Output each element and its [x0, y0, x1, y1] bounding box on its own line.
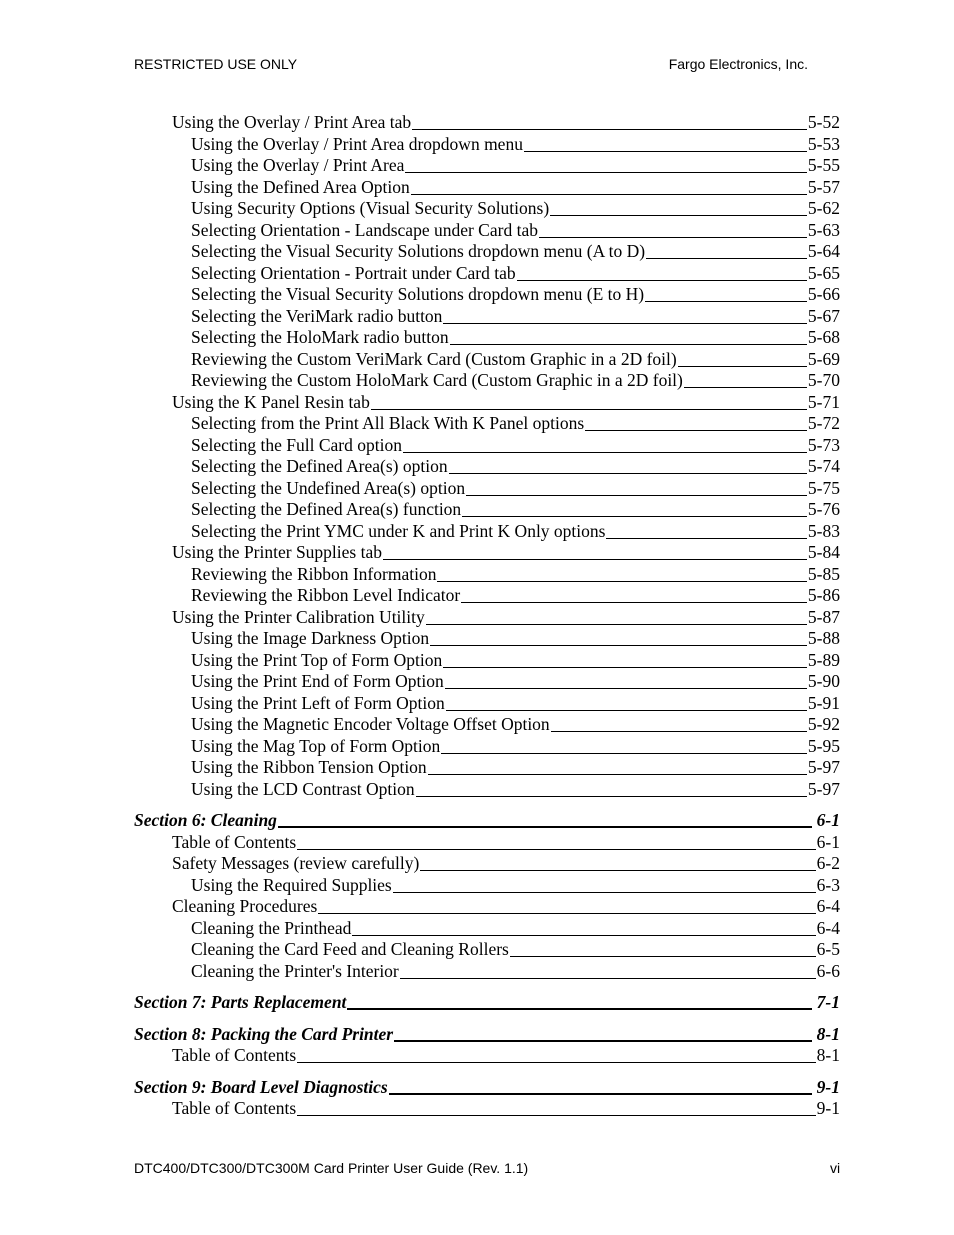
toc-entry-page: 5-72	[807, 413, 840, 433]
running-header-left: RESTRICTED USE ONLY	[134, 56, 298, 72]
toc-entry-page: 6-4	[816, 917, 840, 938]
toc-leader-line	[437, 581, 806, 582]
toc-entry[interactable]	[134, 757, 840, 779]
toc-entry-title: Safety Messages (review carefully)	[172, 853, 420, 873]
running-header-right: Fargo Electronics, Inc.	[668, 56, 808, 72]
toc-entry[interactable]	[134, 155, 840, 177]
toc-entry[interactable]	[134, 392, 840, 414]
toc-entry-page: 7-1	[816, 992, 840, 1012]
toc-entry-page: 5-73	[807, 434, 840, 455]
toc-entry-page: 8-1	[816, 1045, 840, 1065]
toc-entry-page: 6-4	[816, 896, 840, 916]
toc-entry-page: 5-74	[807, 456, 840, 476]
toc-entry-page: 5-64	[807, 241, 840, 261]
toc-leader-line	[550, 215, 807, 216]
toc-leader-line	[371, 409, 807, 410]
toc-entry-title: Using the Image Darkness Option	[191, 628, 430, 648]
toc-entry-page: 5-90	[807, 671, 840, 691]
toc-entry-title: Using the Required Supplies	[191, 874, 392, 895]
toc-leader-line	[585, 430, 807, 431]
toc-entry-title: Using the Defined Area Option	[191, 176, 410, 197]
toc-entry[interactable]	[134, 939, 840, 961]
toc-entry-title: Section 8: Packing the Card Printer	[134, 1023, 394, 1044]
toc-leader-line	[551, 731, 807, 732]
toc-entry-page: 6-3	[816, 874, 840, 895]
toc-entry[interactable]	[134, 177, 840, 199]
table-of-contents	[134, 112, 840, 1120]
toc-entry-title: Using the K Panel Resin tab	[172, 391, 370, 412]
toc-entry-title: Using the Overlay / Print Area dropdown menu	[191, 133, 523, 154]
toc-entry-page: 5-88	[807, 628, 840, 648]
toc-leader-line	[347, 1008, 811, 1010]
toc-leader-line	[684, 387, 807, 388]
toc-entry[interactable]	[134, 349, 840, 371]
toc-entry[interactable]	[134, 585, 840, 607]
toc-entry-page: 6-1	[816, 831, 840, 852]
toc-entry-title: Reviewing the Custom VeriMark Card (Custom Graphic in a 2D foil)	[191, 348, 677, 369]
toc-leader-line	[297, 1062, 816, 1063]
toc-entry-title: Using the Printer Supplies tab	[172, 542, 382, 562]
toc-entry[interactable]	[134, 779, 840, 801]
toc-entry[interactable]	[134, 456, 840, 478]
toc-section-entry[interactable]	[134, 1077, 840, 1099]
toc-entry-page: 5-83	[807, 520, 840, 541]
toc-entry-title: Using the Printer Calibration Utility	[172, 606, 425, 627]
toc-entry[interactable]	[134, 263, 840, 285]
toc-entry[interactable]	[134, 1045, 840, 1067]
toc-leader-line	[400, 978, 816, 979]
toc-entry[interactable]	[134, 671, 840, 693]
toc-entry[interactable]	[134, 693, 840, 715]
toc-leader-line	[412, 129, 807, 130]
toc-entry-title: Reviewing the Custom HoloMark Card (Custom Graphic in a 2D foil)	[191, 370, 683, 390]
toc-leader-line	[389, 1093, 812, 1095]
toc-entry-page: 6-5	[816, 939, 840, 959]
toc-entry[interactable]	[134, 650, 840, 672]
toc-entry-page: 5-69	[807, 348, 840, 369]
toc-leader-line	[678, 366, 807, 367]
toc-entry-title: Selecting the Undefined Area(s) option	[191, 477, 466, 498]
toc-entry[interactable]	[134, 961, 840, 983]
toc-entry-title: Selecting the Defined Area(s) option	[191, 456, 448, 476]
toc-leader-line	[393, 892, 816, 893]
toc-entry[interactable]	[134, 542, 840, 564]
toc-section-entry[interactable]	[134, 992, 840, 1014]
toc-entry-title: Using the Overlay / Print Area tab	[172, 112, 412, 132]
toc-entry[interactable]	[134, 853, 840, 875]
toc-entry-page: 5-84	[807, 542, 840, 562]
toc-leader-line	[445, 688, 807, 689]
toc-leader-line	[411, 194, 807, 195]
toc-entry-page: 5-97	[807, 778, 840, 799]
toc-entry[interactable]	[134, 370, 840, 392]
toc-entry-title: Cleaning the Printhead	[191, 917, 352, 938]
toc-entry[interactable]	[134, 736, 840, 758]
toc-entry-page: 5-53	[807, 133, 840, 154]
toc-entry-page: 5-75	[807, 477, 840, 498]
toc-entry-page: 5-76	[807, 499, 840, 519]
toc-entry-title: Reviewing the Ribbon Information	[191, 563, 437, 584]
toc-leader-line	[428, 774, 807, 775]
toc-entry-page: 5-62	[807, 198, 840, 218]
toc-entry-page: 6-6	[816, 960, 840, 981]
toc-leader-line	[517, 280, 807, 281]
toc-leader-line	[461, 602, 807, 603]
running-footer-left: DTC400/DTC300/DTC300M Card Printer User Guide (Rev. 1.1)	[134, 1160, 529, 1176]
toc-entry-title: Using the Mag Top of Form Option	[191, 735, 441, 756]
toc-entry-title: Section 6: Cleaning	[134, 810, 277, 830]
toc-entry-page: 5-71	[807, 391, 840, 412]
toc-entry-title: Selecting the HoloMark radio button	[191, 327, 449, 347]
toc-entry[interactable]	[134, 918, 840, 940]
toc-entry-title: Cleaning the Printer's Interior	[191, 960, 399, 981]
toc-entry[interactable]	[134, 220, 840, 242]
toc-entry-title: Selecting the Visual Security Solutions dropdown menu (E to H)	[191, 284, 645, 304]
toc-entry-title: Selecting Orientation - Landscape under Card tab	[191, 219, 538, 240]
toc-entry-page: 5-92	[807, 714, 840, 734]
toc-entry-title: Table of Contents	[172, 1045, 297, 1065]
toc-entry[interactable]	[134, 896, 840, 918]
toc-entry-page: 5-85	[807, 563, 840, 584]
toc-section-entry[interactable]	[134, 810, 840, 832]
toc-entry-title: Table of Contents	[172, 831, 297, 852]
toc-leader-line	[524, 151, 807, 152]
toc-leader-line	[403, 452, 807, 453]
toc-entry[interactable]	[134, 714, 840, 736]
toc-leader-line	[318, 913, 815, 914]
toc-entry[interactable]	[134, 1098, 840, 1120]
toc-entry[interactable]	[134, 832, 840, 854]
toc-entry-page: 5-55	[807, 155, 840, 175]
toc-entry-page: 5-70	[807, 370, 840, 390]
toc-leader-line	[352, 935, 815, 936]
toc-leader-line	[420, 870, 815, 871]
toc-entry-title: Cleaning Procedures	[172, 896, 318, 916]
toc-leader-line	[645, 301, 807, 302]
toc-entry-title: Using the Ribbon Tension Option	[191, 757, 427, 777]
toc-entry-title: Selecting Orientation - Portrait under Card tab	[191, 262, 516, 283]
toc-entry-title: Using the LCD Contrast Option	[191, 778, 415, 799]
toc-entry-title: Using the Print Top of Form Option	[191, 649, 443, 670]
toc-entry[interactable]	[134, 628, 840, 650]
toc-entry-title: Selecting the VeriMark radio button	[191, 305, 443, 326]
toc-entry[interactable]	[134, 284, 840, 306]
toc-entry-page: 5-67	[807, 305, 840, 326]
toc-entry-title: Using Security Options (Visual Security Solutions)	[191, 198, 550, 218]
toc-entry[interactable]	[134, 112, 840, 134]
toc-leader-line	[443, 667, 807, 668]
toc-leader-line	[297, 849, 816, 850]
toc-entry-page: 5-87	[807, 606, 840, 627]
toc-entry-page: 9-1	[816, 1098, 840, 1118]
toc-leader-line	[646, 258, 807, 259]
toc-entry-title: Cleaning the Card Feed and Cleaning Rollers	[191, 939, 509, 959]
toc-entry-title: Selecting the Visual Security Solutions dropdown menu (A to D)	[191, 241, 646, 261]
toc-entry[interactable]	[134, 564, 840, 586]
toc-entry-title: Using the Print End of Form Option	[191, 671, 444, 691]
toc-entry-page: 5-86	[807, 585, 840, 605]
toc-entry-page: 5-65	[807, 262, 840, 283]
toc-entry-page: 5-57	[807, 176, 840, 197]
toc-leader-line	[539, 237, 807, 238]
toc-leader-line	[446, 710, 807, 711]
toc-entry[interactable]	[134, 521, 840, 543]
toc-entry[interactable]	[134, 435, 840, 457]
page-number: vi	[830, 1160, 841, 1176]
toc-entry[interactable]	[134, 413, 840, 435]
toc-entry-page: 5-89	[807, 649, 840, 670]
toc-leader-line	[510, 956, 816, 957]
toc-entry-page: 5-95	[807, 735, 840, 756]
toc-entry-title: Table of Contents	[172, 1098, 297, 1118]
toc-entry-title: Selecting from the Print All Black With K Panel options	[191, 413, 585, 433]
toc-entry[interactable]	[134, 134, 840, 156]
toc-entry-page: 6-2	[816, 853, 840, 873]
toc-leader-line	[278, 826, 812, 828]
toc-entry[interactable]	[134, 875, 840, 897]
toc-leader-line	[443, 323, 806, 324]
toc-entry-title: Selecting the Full Card option	[191, 434, 402, 455]
toc-leader-line	[449, 473, 807, 474]
toc-leader-line	[383, 559, 807, 560]
toc-entry[interactable]	[134, 607, 840, 629]
toc-entry[interactable]	[134, 478, 840, 500]
toc-entry[interactable]	[134, 198, 840, 220]
toc-leader-line	[405, 172, 807, 173]
toc-entry-page: 6-1	[816, 810, 840, 830]
toc-leader-line	[426, 624, 807, 625]
toc-leader-line	[606, 538, 806, 539]
toc-leader-line	[416, 796, 807, 797]
toc-entry[interactable]	[134, 499, 840, 521]
toc-entry[interactable]	[134, 327, 840, 349]
toc-entry-page: 5-97	[807, 757, 840, 777]
toc-entry-title: Reviewing the Ribbon Level Indicator	[191, 585, 461, 605]
toc-entry-title: Section 9: Board Level Diagnostics	[134, 1076, 388, 1097]
toc-leader-line	[297, 1115, 816, 1116]
toc-entry-page: 5-91	[807, 692, 840, 713]
toc-leader-line	[462, 516, 807, 517]
toc-entry-title: Selecting the Print YMC under K and Print K Only options	[191, 520, 606, 541]
toc-leader-line	[441, 753, 807, 754]
toc-leader-line	[430, 645, 807, 646]
toc-entry-title: Using the Overlay / Print Area	[191, 155, 405, 175]
toc-entry-title: Using the Magnetic Encoder Voltage Offset Option	[191, 714, 550, 734]
toc-entry[interactable]	[134, 241, 840, 263]
toc-entry-page: 5-63	[807, 219, 840, 240]
toc-entry-page: 9-1	[816, 1076, 840, 1097]
toc-entry[interactable]	[134, 306, 840, 328]
toc-entry-page: 5-66	[807, 284, 840, 304]
toc-entry-title: Using the Print Left of Form Option	[191, 692, 445, 713]
toc-entry-title: Selecting the Defined Area(s) function	[191, 499, 462, 519]
toc-leader-line	[394, 1040, 812, 1042]
toc-entry-page: 8-1	[816, 1023, 840, 1044]
toc-leader-line	[466, 495, 807, 496]
toc-entry-page: 5-52	[807, 112, 840, 132]
toc-entry-title: Section 7: Parts Replacement	[134, 992, 347, 1012]
toc-section-entry[interactable]	[134, 1024, 840, 1046]
toc-leader-line	[450, 344, 807, 345]
toc-entry-page: 5-68	[807, 327, 840, 347]
